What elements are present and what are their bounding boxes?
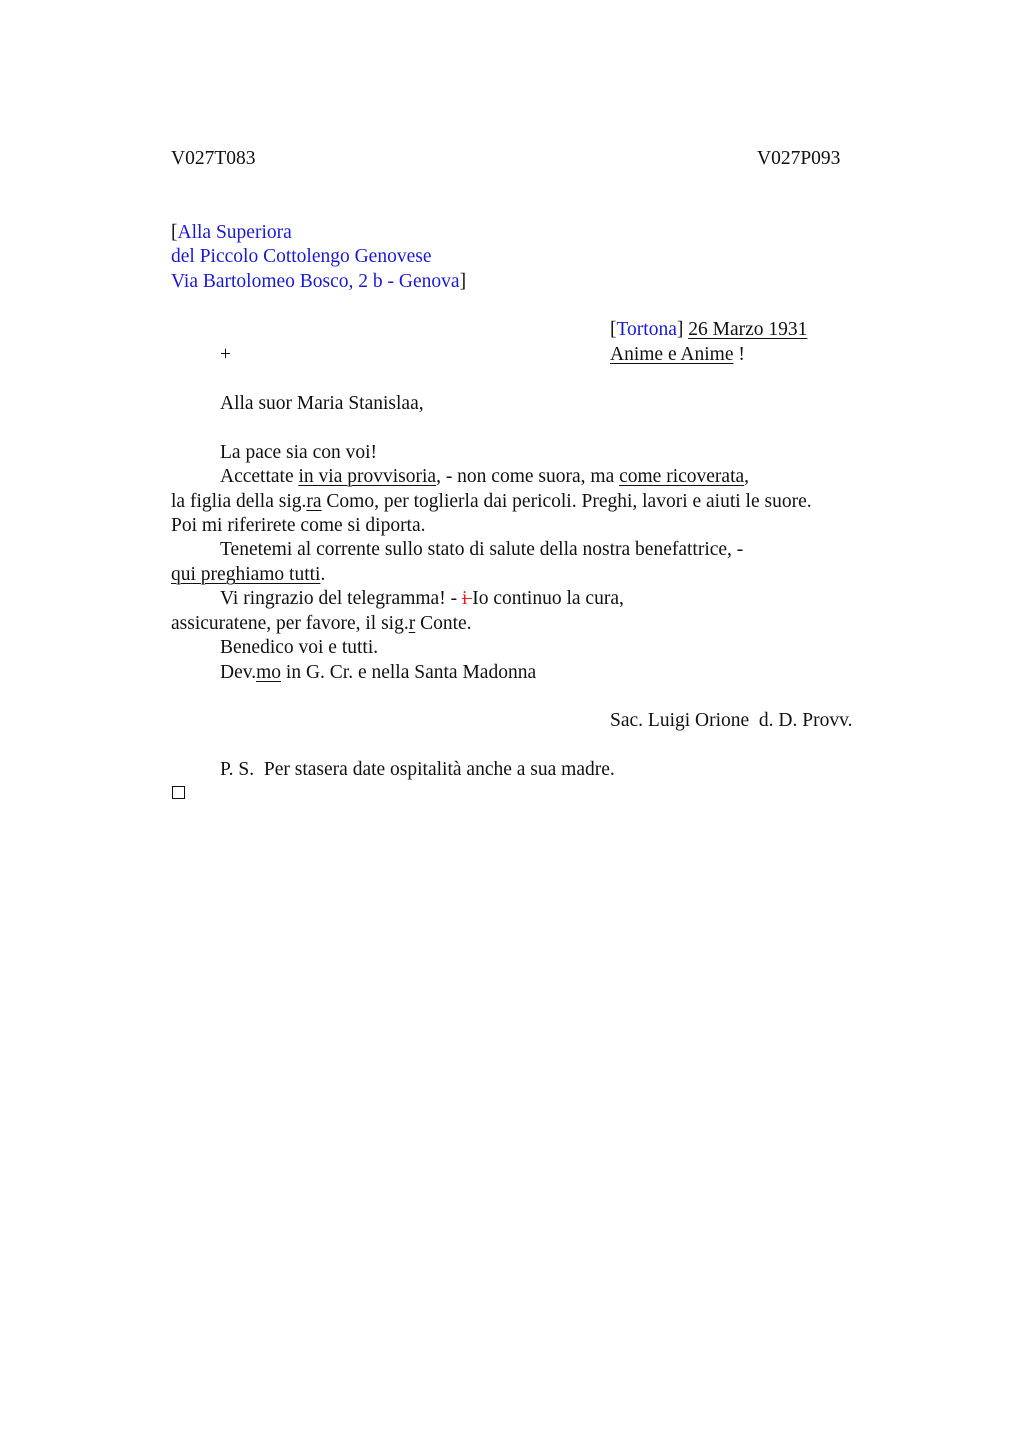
- text: , - non come suora, ma: [436, 466, 620, 487]
- bracket: [: [171, 222, 178, 243]
- bracket: [: [610, 319, 617, 340]
- address-street: Via Bartolomeo Bosco, 2 b - Genova: [171, 271, 460, 292]
- text: Conte.: [415, 613, 472, 634]
- underlined-text: qui preghiamo tutti: [171, 564, 321, 585]
- body-line-4: Tenetemi al corrente sullo stato di salute della nostra benefattrice, -: [220, 539, 744, 560]
- motto-exclaim: !: [733, 344, 745, 365]
- body-line-6: [220, 589, 624, 609]
- strikethrough-text: i: [461, 588, 473, 609]
- underlined-text: mo: [256, 662, 282, 683]
- signature: Sac. Luigi Orione d. D. Provv.: [610, 710, 853, 731]
- underlined-text: ra: [306, 491, 322, 512]
- underlined-text: come ricoverata: [619, 466, 745, 487]
- bracket: ]: [459, 271, 467, 292]
- body-line-8: Benedico voi e tutti.: [220, 637, 379, 658]
- text: Dev.: [220, 662, 257, 683]
- body-line-5: [171, 565, 325, 585]
- address-line-1: [171, 223, 292, 243]
- text: ,: [744, 466, 750, 487]
- end-mark-box: [172, 786, 185, 799]
- body-line-1: [220, 467, 749, 487]
- body-line-2: [171, 492, 812, 512]
- date: 26 Marzo 1931: [688, 319, 808, 340]
- text: assicuratene, per favore, il sig.: [171, 613, 409, 634]
- underlined-text: r: [408, 613, 416, 634]
- motto: [610, 345, 745, 365]
- body-line-7: [171, 614, 472, 634]
- salutation: Alla suor Maria Stanislaa,: [220, 393, 424, 414]
- motto-text: Anime e Anime: [610, 344, 734, 365]
- cross-mark: +: [220, 344, 231, 365]
- address-line-2: del Piccolo Cottolengo Genovese: [171, 246, 432, 267]
- bracket: ]: [676, 319, 684, 340]
- postscript: P. S. Per stasera date ospitalità anche a sua madre.: [220, 759, 615, 780]
- text: .: [320, 564, 326, 585]
- address-line-3: [171, 272, 466, 292]
- document-code-left: V027T083: [171, 148, 256, 169]
- text: in G. Cr. e nella Santa Madonna: [281, 662, 537, 683]
- address-recipient: Alla Superiora: [177, 222, 292, 243]
- text: la figlia della sig.: [171, 491, 307, 512]
- body-line-peace: La pace sia con voi!: [220, 442, 378, 463]
- text: Io continuo la cura,: [472, 588, 624, 609]
- underlined-text: in via provvisoria: [298, 466, 437, 487]
- body-line-3: Poi mi riferirete come si diporta.: [171, 515, 426, 536]
- body-line-9: [220, 663, 536, 683]
- place-date: [610, 320, 807, 340]
- document-code-right: V027P093: [757, 148, 841, 169]
- text: Como, per toglierla dai pericoli. Preghi, lavori e aiuti le suore.: [321, 491, 812, 512]
- text: Vi ringrazio del telegramma! -: [220, 588, 462, 609]
- place: Tortona: [616, 319, 677, 340]
- text: Accettate: [220, 466, 299, 487]
